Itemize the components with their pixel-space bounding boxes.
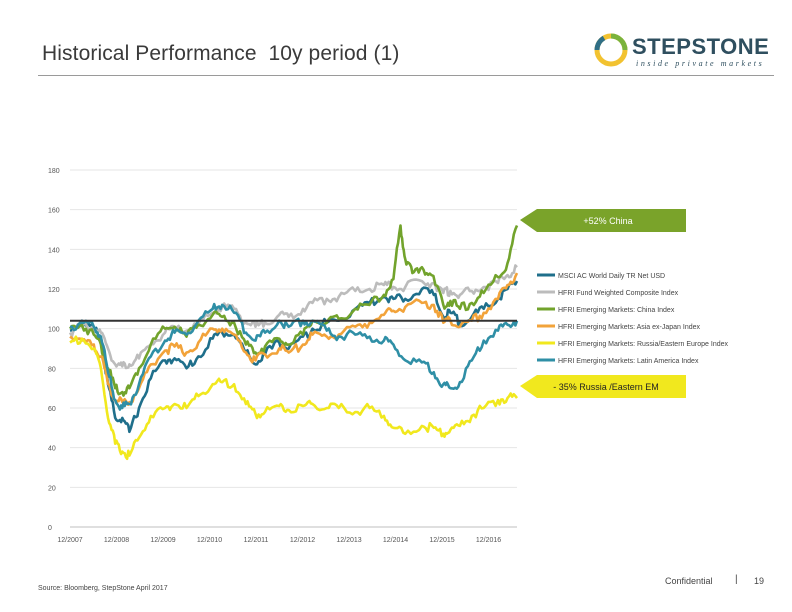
x-tick-label: 12/2007 — [57, 537, 83, 544]
x-tick-label: 12/2011 — [243, 537, 269, 544]
legend-label-composite: HFRI Fund Weighted Composite Index — [558, 290, 679, 297]
source-note: Source: Bloomberg, StepStone April 2017 — [38, 585, 168, 592]
confidential-label: Confidential — [665, 576, 713, 586]
y-tick-label: 20 — [48, 485, 56, 493]
page-number: 19 — [754, 576, 765, 586]
y-tick-label: 140 — [48, 247, 60, 255]
legend-label-msci: MSCI AC World Daily TR Net USD — [558, 273, 666, 280]
legend-label-asia: HFRI Emerging Markets: Asia ex-Japan Index — [558, 324, 701, 331]
x-tick-label: 12/2008 — [103, 537, 130, 544]
y-tick-label: 100 — [48, 326, 60, 334]
x-tick-label: 12/2013 — [336, 537, 362, 544]
russia-callout-text: - 35% Russia /Eastern EM — [553, 382, 659, 392]
legend-label-china: HFRI Emerging Markets: China Index — [558, 307, 675, 314]
legend-label-latam: HFRI Emerging Markets: Latin America Index — [558, 358, 699, 365]
legend-label-russia: HFRI Emerging Markets: Russia/Eastern Europe Index — [558, 341, 729, 348]
y-tick-label: 40 — [48, 445, 56, 453]
y-tick-label: 180 — [48, 168, 60, 175]
x-tick-label: 12/2012 — [289, 537, 316, 544]
y-tick-label: 60 — [48, 406, 56, 413]
page-title: Historical Performance 10y period (1) — [42, 42, 400, 65]
china-callout-text: +52% China — [583, 216, 633, 226]
x-tick-label: 12/2010 — [196, 537, 223, 544]
x-tick-label: 12/2014 — [382, 537, 409, 544]
y-tick-label: 160 — [48, 207, 60, 215]
x-tick-label: 12/2009 — [150, 537, 176, 544]
x-tick-label: 12/2015 — [429, 537, 455, 544]
y-tick-label: 0 — [48, 525, 52, 532]
logo-wordmark: STEPSTONE — [632, 34, 770, 59]
footer-separator: | — [735, 574, 738, 585]
y-tick-label: 120 — [48, 287, 60, 294]
x-tick-label: 12/2016 — [475, 537, 502, 544]
logo-tagline: inside private markets — [636, 59, 765, 68]
y-tick-label: 80 — [48, 366, 56, 374]
